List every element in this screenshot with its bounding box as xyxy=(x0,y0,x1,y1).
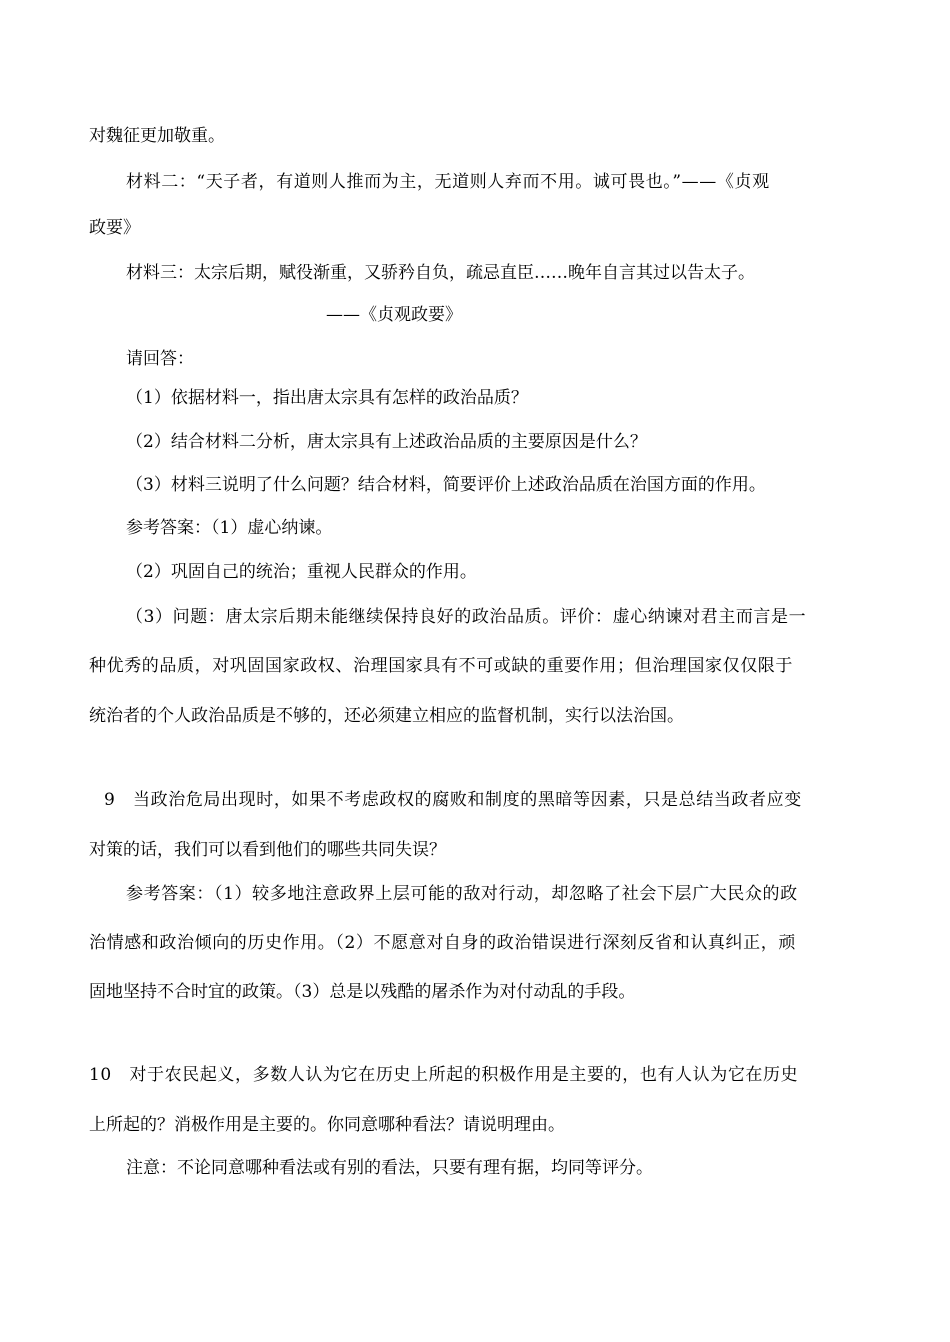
text-line: 对魏征更加敬重。 xyxy=(89,126,225,146)
question-9: 9 当政治危局出现时，如果不考虑政权的腐败和制度的黑暗等因素，只是总结当政者应变 xyxy=(104,790,802,810)
text-line: （3）问题：唐太宗后期未能继续保持良好的政治品质。评价：虚心纳谏对君主而言是一 xyxy=(126,607,807,627)
text-line: 参考答案：（1）虚心纳谏。 xyxy=(126,518,333,538)
text-line: 参考答案：（1）较多地注意政界上层可能的敌对行动，却忽略了社会下层广大民众的政 xyxy=(126,884,798,904)
text-line: 治情感和政治倾向的历史作用。（2）不愿意对自身的政治错误进行深刻反省和认真纠正，顽 xyxy=(89,933,796,953)
text-line: 对策的话，我们可以看到他们的哪些共同失误？ xyxy=(89,840,446,860)
text-line: 材料三：太宗后期，赋役渐重，又骄矜自负，疏忌直臣……晚年自言其过以告太子。 xyxy=(126,263,755,283)
text-line: 材料二：“天子者，有道则人推而为主，无道则人弃而不用。诚可畏也。”——《贞观 xyxy=(126,172,770,192)
text-line: 上所起的？消极作用是主要的。你同意哪种看法？请说明理由。 xyxy=(89,1115,565,1135)
text-line: ——《贞观政要》 xyxy=(326,305,462,325)
text-line: （2）巩固自己的统治；重视人民群众的作用。 xyxy=(126,562,477,582)
question-10: 10 对于农民起义，多数人认为它在历史上所起的积极作用是主要的，也有人认为它在历史 xyxy=(89,1065,799,1085)
text-line: 种优秀的品质，对巩固国家政权、治理国家具有不可或缺的重要作用；但治理国家仅仅限于 xyxy=(89,656,793,676)
text-line: （1）依据材料一，指出唐太宗具有怎样的政治品质？ xyxy=(126,388,528,408)
text-line: （3）材料三说明了什么问题？结合材料，简要评价上述政治品质在治国方面的作用。 xyxy=(126,475,766,495)
text-line: 固地坚持不合时宜的政策。（3）总是以残酷的屠杀作为对付动乱的手段。 xyxy=(89,982,636,1002)
text-line: 统治者的个人政治品质是不够的，还必须建立相应的监督机制，实行以法治国。 xyxy=(89,706,684,726)
text-line: 政要》 xyxy=(89,218,140,238)
text-line: 请回答： xyxy=(126,349,194,369)
text-line: 注意：不论同意哪种看法或有别的看法，只要有理有据，均同等评分。 xyxy=(126,1158,653,1178)
text-line: （2）结合材料二分析，唐太宗具有上述政治品质的主要原因是什么？ xyxy=(126,432,647,452)
